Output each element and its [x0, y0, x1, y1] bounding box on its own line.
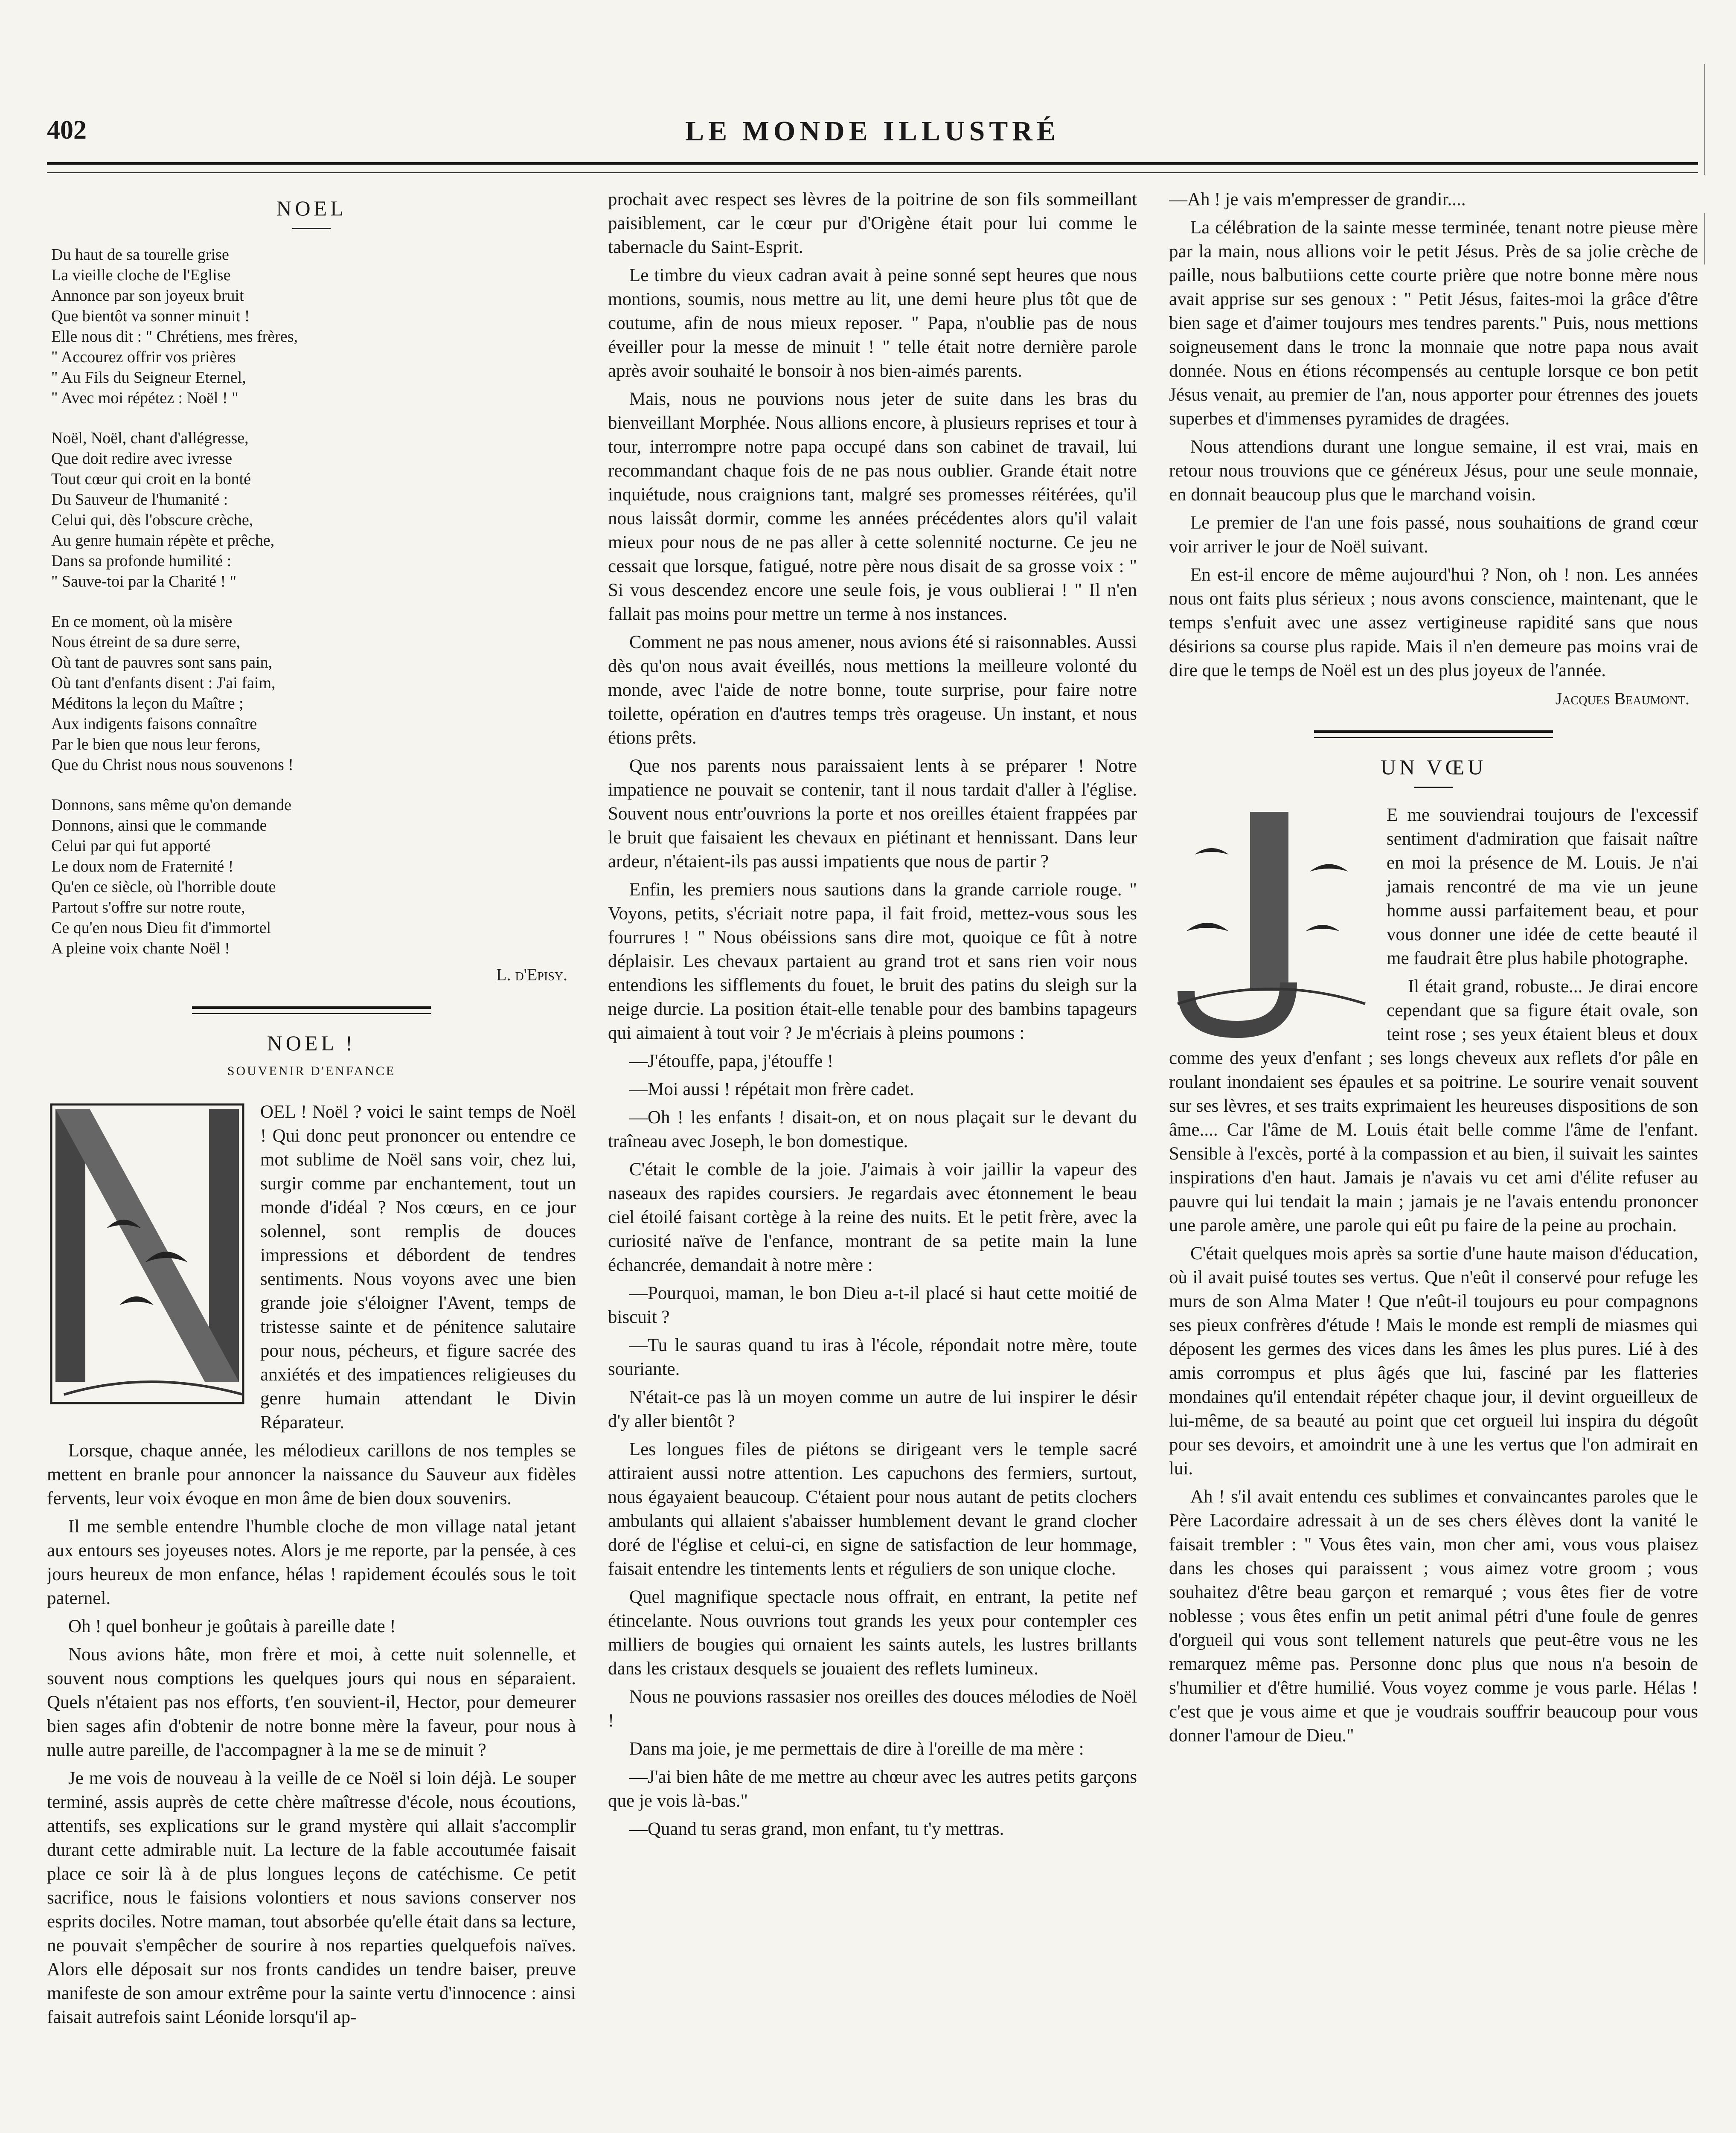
poem-signature: L. d'Episy.	[496, 965, 567, 984]
paragraph: prochait avec respect ses lèvres de la poitrine de son fils sommeillant paisiblement, car le cœur pur d'Origène était pour lui comme le tabernacle du Saint-Esprit.	[608, 189, 1137, 257]
paragraph: N'était-ce pas là un moyen comme un autre de lui inspirer le désir d'y aller bientôt ?	[608, 1387, 1137, 1431]
title-rule	[292, 228, 331, 229]
poem-line: Elle nous dit : " Chrétiens, mes frères,	[51, 328, 298, 346]
paragraph: Il était grand, robuste... Je dirai encore cependant que sa figure était ovale, son teint rose ; ses yeux étaient bleus et doux comme des yeux d'enfant ; ses longs cheveux aux reflets d'or pâle en roulant inondaient ses épaules et sa poitrine. Le sourire venait souvent sur ses lèvres, et ses traits exprimaient les heureuses dispositions de son âme.... Car l'âme de M. Louis était belle comme l'âme de l'enfant. Sensible à l'excès, porté à la compassion et au bien, il suivait les saintes inspirations d'en haut. Jamais je n'avais vu cet ami d'élite refuser au pauvre qui lui tendait la main ; jamais je ne l'avais entendu prononcer une parole amère, une parole qui eût pu faire de la peine au prochain.	[1169, 976, 1698, 1235]
paragraph: —J'ai bien hâte de me mettre au chœur avec les autres petits garçons que je vois là-bas."	[608, 1767, 1137, 1811]
paragraph: —Ah ! je vais m'empresser de grandir....	[1169, 189, 1466, 209]
paragraph: Quel magnifique spectacle nous offrait, en entrant, la petite nef étincelante. Nous ouvrions tout grands les yeux pour contempler ces milliers de bougies qui ornaient les saints autels, les lustres brillants dans les cristaux desquels se jouaient des reflets lumineux.	[608, 1587, 1137, 1679]
poem-stanza	[51, 428, 576, 592]
paragraph: Nous avions hâte, mon frère et moi, à cette nuit solennelle, et souvent nous comptions les quelques jours qui nous en séparaient. Quels n'étaient pas nos efforts, t'en souvient-il, Hector, pour demeurer bien sages afin d'obtenir de notre bonne mère la faveur, pour nous à nulle autre pareille, de l'accompagner à la me se de minuit ?	[47, 1645, 576, 1760]
page-header	[47, 115, 1698, 162]
paragraph: Que nos parents nous paraissaient lents à se préparer ! Notre impatience ne pouvait se contenir, tant il nous tardait d'aller à l'église. Souvent nous entr'ouvrions la porte et nos oreilles étaient frappées par le bruit que faisaient les chevaux en piétinant et hennissant. Dans leur ardeur, n'étaient-ils pas aussi impatients que nous de partir ?	[608, 756, 1137, 872]
poem-line: Par le bien que nous leur ferons,	[51, 735, 261, 753]
paragraph: La célébration de la sainte messe terminée, tenant notre pieuse mère par la main, nous allions voir le petit Jésus. Près de sa jolie crèche de paille, nous balbutiions cette courte prière que notre bonne mère nous avait apprise sur ses genoux : " Petit Jésus, faites-moi la grâce d'être bien sage et d'aimer toujours mes tendres parents." Puis, nous mettions soigneusement dans le tronc la monnaie que notre papa nous avait donnée. Nous en étions récompensés au centuple lorsque ce bon petit Jésus venait, au premier de l'an, nous apporter pour étrennes des jouets superbes et d'immenses pyramides de dragées.	[1169, 218, 1698, 429]
paragraph: —Moi aussi ! répétait mon frère cadet.	[629, 1079, 914, 1099]
poem-line: Donnons, sans même qu'on demande	[51, 796, 292, 814]
paragraph: Les longues files de piétons se dirigeant vers le temple sacré attiraient aussi notre attention. Les capuchons des fermiers, surtout, nous égayaient beaucoup. C'étaient pour nous autant de petits clochers ambulants qui allaient s'abaisser humblement devant le grand clocher doré de l'église et celui-ci, en signe de satisfaction de leur hommage, faisait entendre les tintements lents et réguliers de son unique cloche.	[608, 1439, 1137, 1579]
column-2	[608, 188, 1137, 2133]
masthead-title: LE MONDE ILLUSTRÉ	[685, 116, 1060, 147]
margin-mark	[1704, 213, 1705, 264]
poem-line: Annonce par son joyeux bruit	[51, 287, 244, 305]
poem-line: Celui qui, dès l'obscure crèche,	[51, 511, 253, 529]
poem-line: " Accourez offrir vos prières	[51, 348, 236, 366]
paragraph: Ah ! s'il avait entendu ces sublimes et convaincantes paroles que le Père Lacordaire adressait à un de ses chers élèves dont la vanité le faisait trembler : " Vous êtes vain, mon cher ami, vous vous plaisez dans les choses qui paraissent ; vous aimez votre groom ; vous souhaitez d'être beau garçon et remarqué ; vous êtes fier de votre noblesse ; vous êtes enfin un petit animal pétri d'une foule de genres d'orgueil qui vous sont tellement naturels que peut-être vous ne les remarquez même pas. Personne donc plus que nous n'a besoin de s'humilier et d'être humilié. Vous voyez comme je vous parle. Hélas ! c'est que je vous aime et que je voudrais souffrir beaucoup pour vous donner l'amour de Dieu."	[1169, 1487, 1698, 1746]
paragraph: —Tu le sauras quand tu iras à l'école, répondait notre mère, toute souriante.	[608, 1335, 1137, 1379]
paragraph: Nous ne pouvions rassasier nos oreilles des douces mélodies de Noël !	[608, 1687, 1137, 1731]
poem-line: Où tant de pauvres sont sans pain,	[51, 654, 273, 671]
poem-line: Où tant d'enfants disent : J'ai faim,	[51, 674, 276, 692]
poem-line: A pleine voix chante Noël !	[51, 939, 230, 957]
story-subtitle: SOUVENIR D'ENFANCE	[227, 1064, 396, 1078]
paragraph: Je me vois de nouveau à la veille de ce Noël si loin déjà. Le souper terminé, assis auprès de cette chère maîtresse d'école, nous écoutions, attentifs, ses explications sur le grand mystère qui allait s'accomplir durant cette admirable nuit. La lecture de la fable accoutumée faisait place ce soir là à de plus longues leçons de catéchisme. Ce petit sacrifice, nous le faisions volontiers et nous savions conserver nos esprits dociles. Notre maman, tout absorbée qu'elle était dans sa lecture, ne pouvait s'empêcher de sourire à nos reparties quelquefois naïves. Alors elle déposait sur nos fronts candides un tendre baiser, preuve manifeste de son amour extrême pour la sainte vertu d'innocence : ainsi faisait autrefois saint Léonide lorsqu'il ap-	[47, 1768, 576, 2027]
poem-line: Aux indigents faisons connaître	[51, 715, 257, 733]
paragraph: Le premier de l'an une fois passé, nous souhaitions de grand cœur voir arriver le jour de Noël suivant.	[1169, 513, 1698, 557]
poem-line: La vieille cloche de l'Eglise	[51, 266, 231, 284]
poem-line: " Au Fils du Seigneur Eternel,	[51, 369, 246, 386]
paragraph: Oh ! quel bonheur je goûtais à pareille date !	[68, 1616, 396, 1636]
paragraph: Nous attendions durant une longue semaine, il est vrai, mais en retour nous trouvions que ce généreux Jésus, pour une seule monnaie, en donnait beaucoup plus que le marchand voisin.	[1169, 437, 1698, 505]
story-title: UN VŒU	[1380, 755, 1487, 779]
title-rule	[1414, 787, 1453, 788]
header-rule	[47, 162, 1698, 173]
paragraph: OEL ! Noël ? voici le saint temps de Noël ! Qui donc peut prononcer ou entendre ce mot sublime de Noël sans voir, chez lui, surgir comme par enchantement, tout un monde d'idéal ? Nos cœurs, en ce jour solennel, sont remplis de douces impressions et débordent de tendres sentiments. Nous voyons avec une bien grande joie s'éloigner l'Avent, temps de tristesse sainte et de pénitence salutaire pour nous, pécheurs, et figure sacrée des anxiétés et des impatiences religieuses du genre humain attendant le Divin Réparateur.	[260, 1102, 576, 1433]
paragraph: Mais, nous ne pouvions nous jeter de suite dans les bras du bienveillant Morphée. Nous allions encore, à plusieurs reprises et tour à tour, interrompre notre papa occupé dans son cabinet de travail, lui recommandant chaque fois de ne pas nous oublier. Grande était notre inquiétude, nous craignions tant, malgré ses promesses réitérées, qu'il nous laissât dormir, comme les années précédentes alors qu'il valait mieux pour nous de ne pas aller à cette solennité nocturne. Ce jeu ne cessait que lorsque, fatigué, notre père nous disait de sa grosse voix : " Si vous descendez encore une seule fois, je vous oublierai ! " Il n'en fallait pas moins pour mettre un terme à nos instances.	[608, 389, 1137, 624]
poem-line: Nous étreint de sa dure serre,	[51, 633, 241, 651]
paragraph: En est-il encore de même aujourd'hui ? Non, oh ! non. Les années nous ont faits plus sérieux ; nous avons conscience, maintenant, que le temps s'enfuit avec une assez vertigineuse rapidité sans que nous désirions sa course plus rapide. Mais il n'en demeure pas moins vrai de dire que le temps de Noël est un des plus joyeux de l'année.	[1169, 565, 1698, 680]
margin-mark	[1704, 64, 1705, 175]
poem-line: Ce qu'en nous Dieu fit d'immortel	[51, 919, 271, 937]
poem-line: Que bientôt va sonner minuit !	[51, 307, 250, 325]
poem-line: Celui par qui fut apporté	[51, 837, 211, 855]
paragraph: Lorsque, chaque année, les mélodieux carillons de nos temples se mettent en branle pour annoncer la naissance du Sauveur aux fidèles fervents, leur voix évoque en mon âme de bien doux souvenirs.	[47, 1441, 576, 1508]
paragraph: Enfin, les premiers nous sautions dans la grande carriole rouge. " Voyons, petits, s'écriait notre papa, il fait froid, mettez-vous sous les fourrures ! " Nous obéissions sans dire mot, quoique ce fût à notre déplaisir. Les chevaux partaient au grand trot et sans rien voir nous entendions les sifflements du fouet, le bruit des patins du sleigh sur la neige durcie. La position était-elle tenable pour des bambins tapageurs qui aimaient à tout voir ? Je m'écriais à pleins poumons :	[608, 880, 1137, 1043]
paragraph: —Pourquoi, maman, le bon Dieu a-t-il placé si haut cette moitié de biscuit ?	[608, 1283, 1137, 1327]
poem-line: Qu'en ce siècle, où l'horrible doute	[51, 878, 276, 896]
paragraph: —Oh ! les enfants ! disait-on, et on nous plaçait sur le devant du traîneau avec Joseph, le bon domestique.	[608, 1107, 1137, 1151]
paragraph: Il me semble entendre l'humble cloche de mon village natal jetant aux entours ses joyeuses notes. Alors je me reporte, par la pensée, à ces jours heureux de mon enfance, hélas ! rapidement écoulés sous le toit paternel.	[47, 1517, 576, 1608]
poem-line: Noël, Noël, chant d'allégresse,	[51, 429, 249, 447]
paragraph: Le timbre du vieux cadran avait à peine sonné sept heures que nous montions, soumis, nous mettre au lit, une demi heure plus tôt que de coutume, afin de nous mieux reposer. " Papa, n'oublie pas de nous éveiller pour la messe de minuit ! " telle était notre dernière parole après avoir souhaité le bonsoir à nos bien-aimés parents.	[608, 265, 1137, 381]
poem-line: Que doit redire avec ivresse	[51, 450, 233, 468]
story-signature: Jacques Beaumont.	[1555, 689, 1689, 708]
poem-line: En ce moment, où la misère	[51, 613, 233, 631]
poem-line: " Sauve-toi par la Charité ! "	[51, 572, 237, 590]
poem-line: " Avec moi répétez : Noël ! "	[51, 389, 238, 407]
poem-line: Que du Christ nous nous souvenons !	[51, 756, 294, 774]
column-1	[47, 188, 576, 2133]
poem-stanza	[51, 611, 576, 775]
dropcap-n-icon	[47, 1100, 247, 1407]
paragraph: E me souviendrai toujours de l'excessif sentiment d'admiration que faisait naître en moi la présence de M. Louis. Je n'ai jamais rencontré de ma vie un jeune homme aussi parfaitement beau, et pour vous donner une idée de cette beauté il me faudrait être plus habile photographe.	[1387, 805, 1698, 968]
paragraph: Comment ne pas nous amener, nous avions été si raisonnables. Aussi dès qu'on nous avait éveillés, nous mettions la meilleure volonté du monde, avec l'aide de notre bonne, toute surprise, pour faire notre toilette, opération en d'autres temps très orageuse. Un instant, et nous étions prêts.	[608, 632, 1137, 748]
paragraph: C'était le comble de la joie. J'aimais à voir jaillir la vapeur des naseaux des rapides coursiers. Je regardais avec étonnement le beau ciel étoilé faisant cortège à la reine des nuits. Et le petit frère, avec la curiosité naïve de l'enfance, montrant de sa petite main la lune échancrée, demandait à notre mère :	[608, 1159, 1137, 1275]
poem-title: NOEL	[276, 196, 347, 220]
poem-line: Au genre humain répète et prêche,	[51, 532, 275, 549]
dropcap-n-illustration	[47, 1100, 247, 1407]
poem-line: Donnons, ainsi que le commande	[51, 817, 267, 834]
page-number: 402	[47, 116, 87, 145]
paragraph: Dans ma joie, je me permettais de dire à l'oreille de ma mère :	[629, 1739, 1084, 1759]
paragraph: —Quand tu seras grand, mon enfant, tu t'y mettras.	[629, 1819, 1004, 1839]
paragraph: —J'étouffe, papa, j'étouffe !	[629, 1051, 834, 1071]
poem-line: Méditons la leçon du Maître ;	[51, 695, 244, 712]
story-title: NOEL !	[267, 1031, 356, 1055]
poem-line: Dans sa profonde humilité :	[51, 552, 232, 570]
section-separator	[1314, 730, 1553, 738]
poem	[47, 244, 576, 959]
poem-line: Partout s'offre sur notre route,	[51, 898, 245, 916]
dropcap-j-icon	[1169, 803, 1374, 1042]
poem-stanza	[51, 244, 576, 408]
poem-line: Tout cœur qui croit en la bonté	[51, 470, 251, 488]
poem-line: Du haut de sa tourelle grise	[51, 246, 229, 264]
section-separator	[192, 1006, 431, 1014]
column-3	[1169, 188, 1698, 2133]
poem-line: Du Sauveur de l'humanité :	[51, 491, 228, 509]
dropcap-j-illustration	[1169, 803, 1374, 1042]
paragraph: C'était quelques mois après sa sortie d'une haute maison d'éducation, où il avait puisé toutes ses vertus. Que n'eût il conservé pour refuge les murs de son Alma Mater ! Que n'eût-il toujours eu pour compagnons ses pieux confrères d'étude ! Mais le monde est rempli de miasmes qui déposent les germes des vices dans les âmes les plus pures. Lié à des amis corrompus et plus âgés que lui, fasciné par les flatteries mondaines qu'il entendait répéter chaque jour, il devint orgueilleux de lui-même, de sa beauté au point que cet orgueil lui inspira du dégoût pour ses devoirs, et amoindrit une à une les vertus que l'on admirait en lui.	[1169, 1244, 1698, 1479]
poem-stanza	[51, 795, 576, 959]
poem-line: Le doux nom de Fraternité !	[51, 857, 234, 875]
